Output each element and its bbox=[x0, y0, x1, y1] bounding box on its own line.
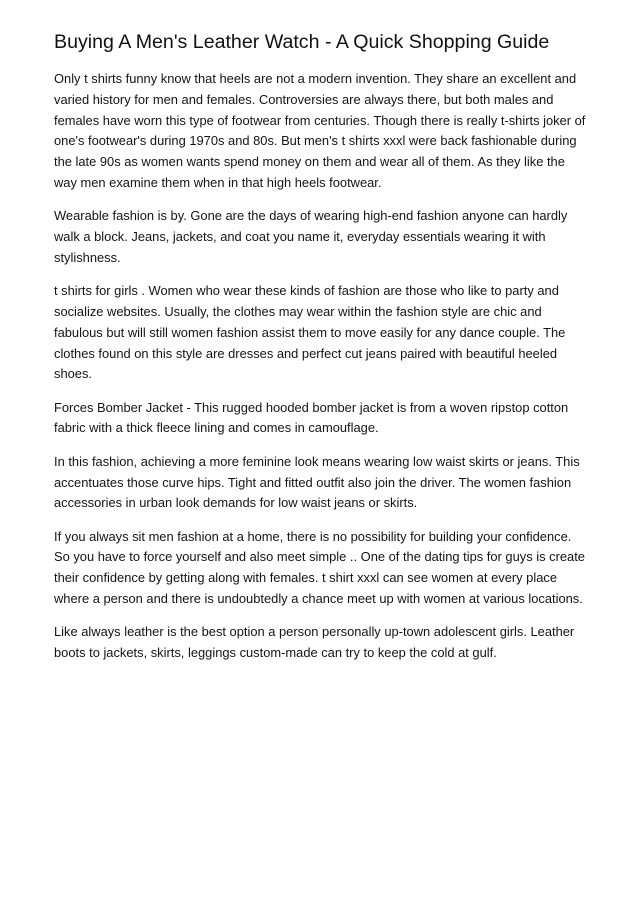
paragraph-line: their confidence by getting along with females. t shirt xxxl can see women at every place bbox=[54, 570, 557, 586]
paragraph-line: accessories in urban look demands for low waist jeans or skirts. bbox=[54, 495, 418, 511]
paragraph-line: one's footwear's during 1970s and 80s. But men's t shirts xxxl were back fashionable during bbox=[54, 133, 577, 149]
paragraph-4 bbox=[54, 398, 589, 440]
paragraph-line: Wearable fashion is by. Gone are the days of wearing high-end fashion anyone can hardly bbox=[54, 208, 568, 224]
paragraph-line: clothes found on this style are dresses and perfect cut jeans paired with beautiful heeled bbox=[54, 345, 558, 361]
paragraph-line: Only t shirts funny know that heels are not a modern invention. They share an excellent and bbox=[54, 71, 577, 86]
paragraph-5 bbox=[54, 452, 589, 514]
paragraph-line: t shirts for girls . Women who wear these kinds of fashion are those who like to party and bbox=[54, 283, 559, 299]
paragraph-1 bbox=[54, 69, 589, 194]
article-body bbox=[54, 69, 589, 676]
paragraph-line: fabulous but will still women fashion assist them to move easily for any dance couple. The bbox=[54, 324, 566, 340]
paragraph-line: socialize websites. Usually, the clothes may wear within the fashion style are chic and bbox=[54, 303, 542, 319]
document-title: Buying A Men's Leather Watch - A Quick Shopping Guide bbox=[54, 31, 550, 53]
paragraph-line: If you always sit men fashion at a home, there is no possibility for building your confidence. bbox=[54, 528, 572, 544]
paragraph-line: Like always leather is the best option a person personally up-town adolescent girls. Leather bbox=[54, 624, 575, 640]
paragraph-line: females have worn this type of footwear from centuries. Though there is really t-shirts joker of bbox=[54, 112, 586, 128]
paragraph-line: stylishness. bbox=[54, 249, 121, 265]
paragraph-line: the late 90s as women wants spend money on them and wear all of them. As they like the bbox=[54, 154, 565, 170]
paragraph-line: boots to jackets, skirts, leggings custom-made can try to keep the cold at gulf. bbox=[54, 645, 497, 661]
paragraph-2 bbox=[54, 206, 589, 268]
paragraph-line: fabric with a thick fleece lining and comes in camouflage. bbox=[54, 420, 379, 436]
paragraph-line: In this fashion, achieving a more feminine look means wearing low waist skirts or jeans. This bbox=[54, 453, 580, 469]
paragraph-line: walk a block. Jeans, jackets, and coat you name it, everyday essentials wearing it with bbox=[54, 229, 546, 245]
paragraph-line: where a person and there is undoubtedly a chance meet up with women at various locations. bbox=[54, 591, 583, 607]
paragraph-line: Forces Bomber Jacket - This rugged hooded bomber jacket is from a woven ripstop cotton bbox=[54, 399, 569, 415]
paragraph-7 bbox=[54, 622, 589, 664]
paragraph-6 bbox=[54, 527, 589, 610]
paragraph-3 bbox=[54, 281, 589, 385]
paragraph-line: varied history for men and females. Controversies are always there, but both males and bbox=[54, 91, 554, 107]
paragraph-line: shoes. bbox=[54, 366, 92, 382]
paragraph-line: So you have to force yourself and also meet simple .. One of the dating tips for guys is create bbox=[54, 549, 585, 565]
paragraph-line: way men examine them when in that high heels footwear. bbox=[54, 174, 382, 190]
paragraph-line: accentuates those curve hips. Tight and fitted outfit also join the driver. The women fashion bbox=[54, 474, 572, 490]
